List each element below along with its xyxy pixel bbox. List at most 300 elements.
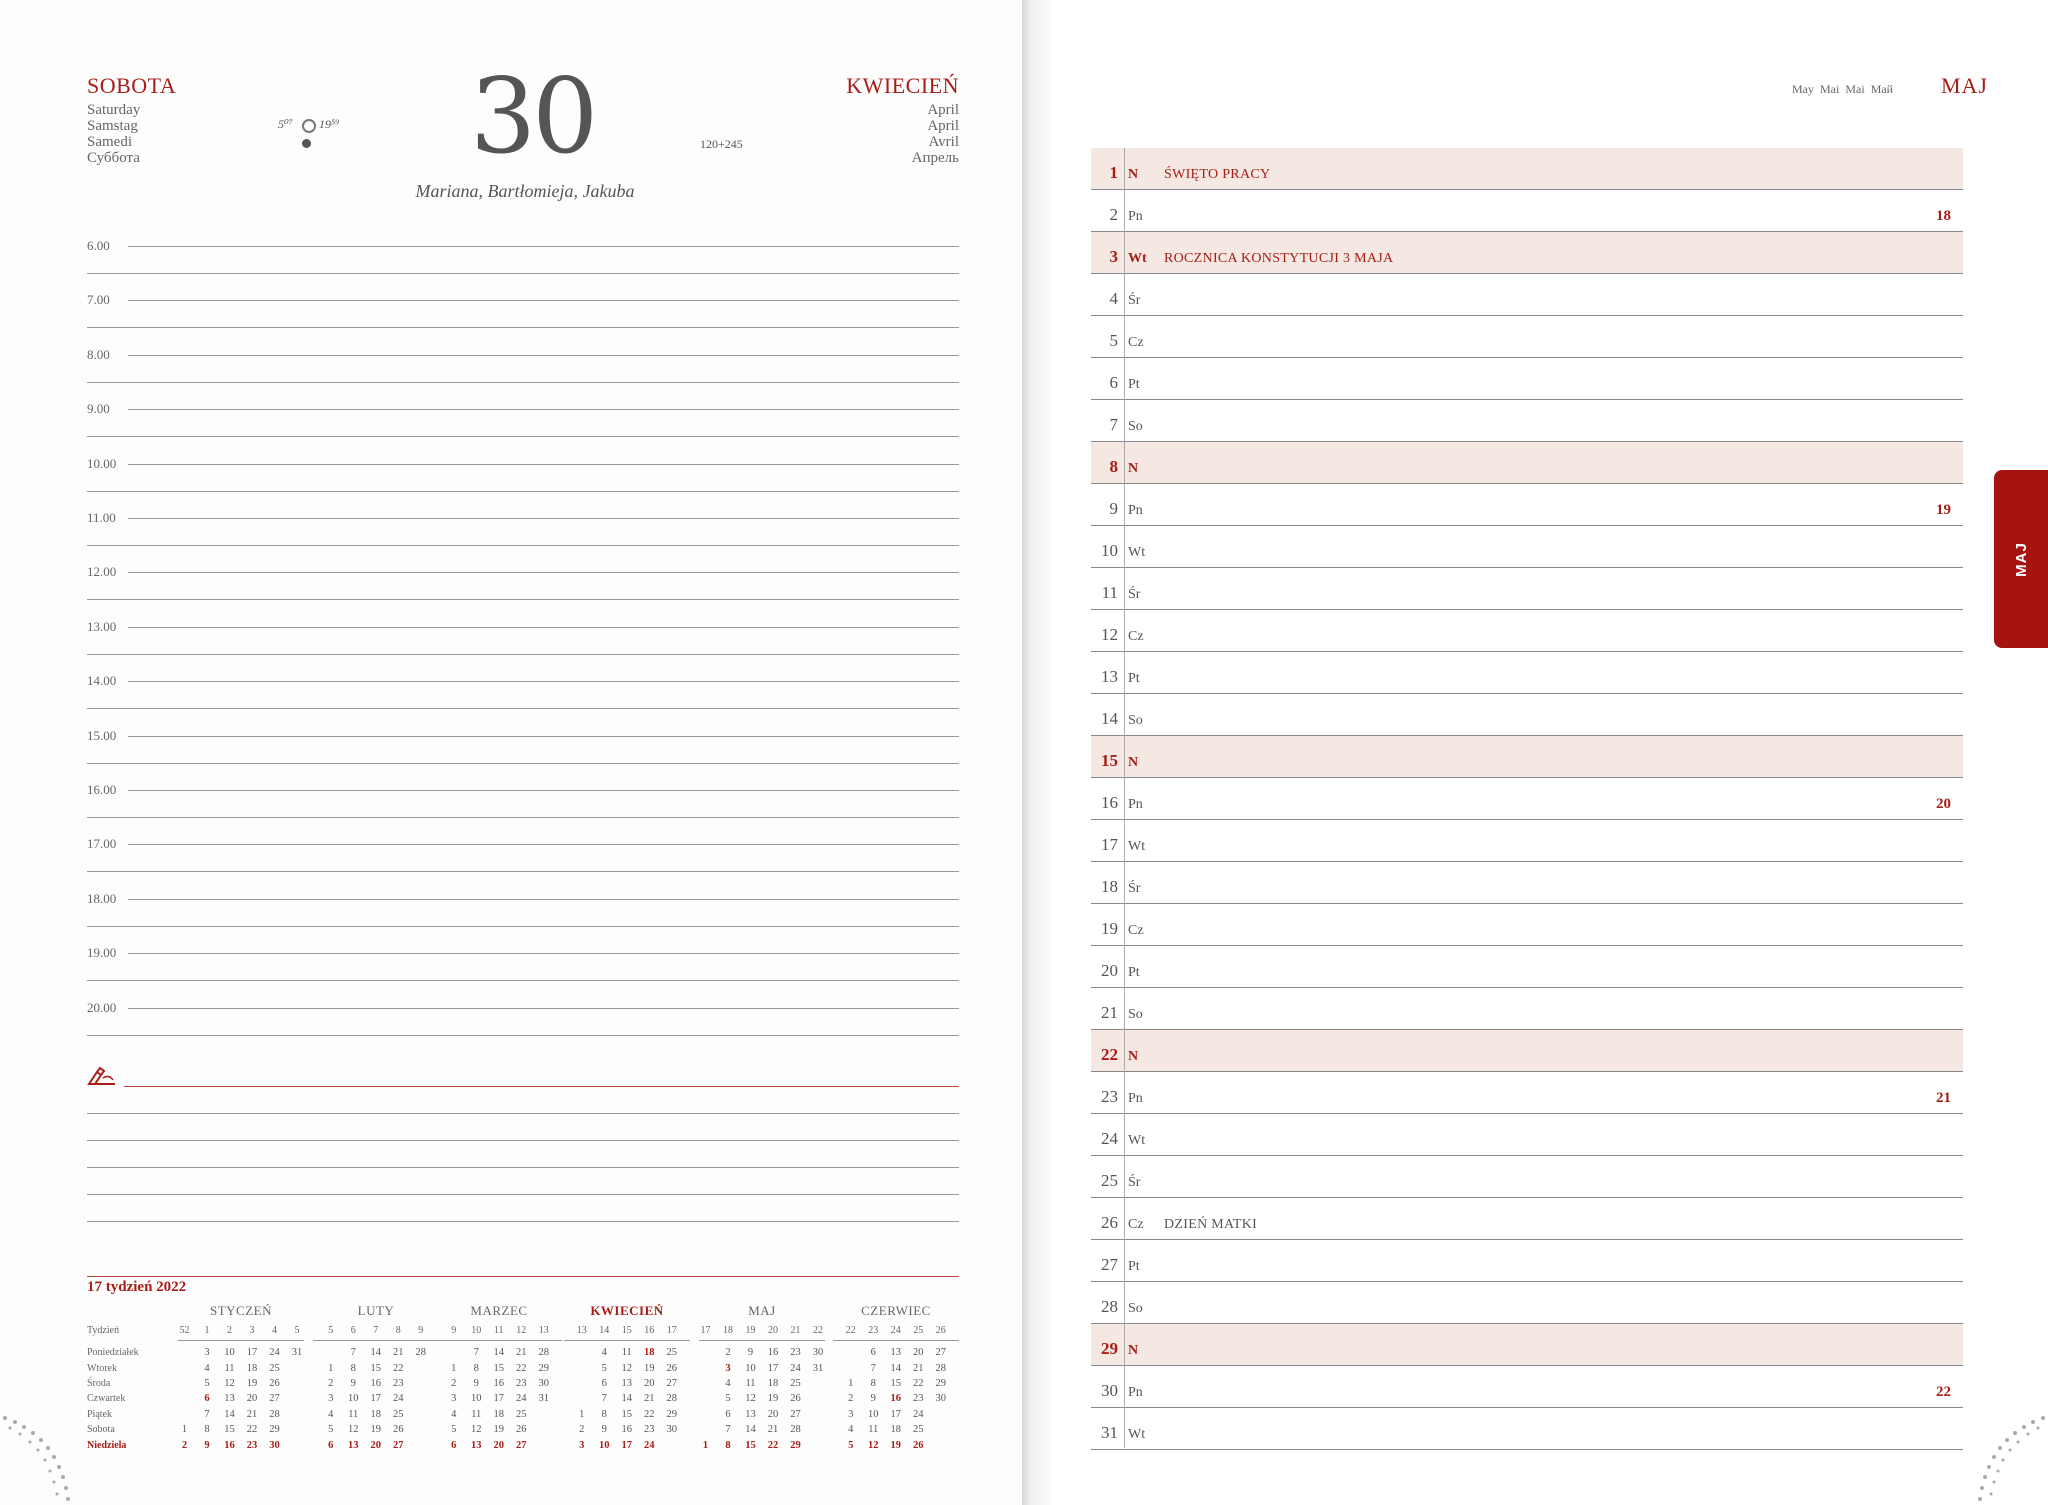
day-number: 25	[1101, 1171, 1118, 1190]
hour-label: 12.00	[87, 564, 117, 580]
day-row	[1091, 358, 1963, 399]
mini-week-number: 5	[328, 1325, 334, 1336]
week-number: 22	[1936, 1384, 1951, 1400]
mini-day: 19	[493, 1424, 504, 1435]
mini-month-name: KWIECIEŃ	[590, 1303, 664, 1318]
day-number: 5	[1109, 331, 1118, 350]
mini-day: 31	[812, 1363, 824, 1374]
moon-phase-icon	[302, 139, 311, 148]
mini-day: 25	[790, 1378, 801, 1389]
half-hour-line	[87, 817, 959, 818]
month-translation: Май	[1870, 82, 1894, 96]
mini-day: 16	[370, 1378, 381, 1389]
mini-day: 19	[370, 1424, 381, 1435]
hour-label: 11.00	[87, 510, 116, 525]
mini-day: 11	[745, 1378, 756, 1389]
mini-day: 26	[790, 1393, 801, 1404]
mini-day: 31	[538, 1393, 549, 1404]
half-hour-line	[87, 871, 959, 872]
week-number: 19	[1936, 502, 1951, 518]
mini-day: 14	[224, 1409, 235, 1420]
holiday-label: DZIEŃ MATKI	[1164, 1217, 1258, 1232]
sunset-time: 19⁵⁹	[319, 117, 340, 131]
mini-day: 25	[393, 1409, 404, 1420]
half-hour-line	[87, 491, 959, 492]
day-row	[1091, 1030, 1963, 1071]
month-translation: Avril	[928, 134, 959, 150]
day-number: 20	[1101, 961, 1118, 980]
right-month-name: MAJ	[1940, 73, 1988, 98]
mini-week-number: 3	[249, 1325, 255, 1336]
mini-day: 13	[745, 1409, 756, 1420]
month-translation: Mai	[1845, 82, 1865, 96]
pen-hand-icon	[87, 1066, 117, 1088]
mini-day: 6	[601, 1378, 607, 1389]
mini-day: 16	[224, 1440, 235, 1451]
half-hour-line	[87, 436, 959, 437]
mini-month-name: STYCZEŃ	[210, 1303, 272, 1318]
mini-day: 22	[644, 1409, 655, 1420]
mini-month-underline	[699, 1340, 825, 1341]
day-row	[1091, 274, 1963, 315]
mini-day: 6	[328, 1440, 334, 1451]
day-number: 28	[1101, 1297, 1118, 1316]
mini-day: 21	[767, 1424, 779, 1435]
month-name: KWIECIEŃ	[846, 73, 959, 98]
mini-day: 9	[204, 1440, 210, 1451]
decorative-dots	[0, 1410, 90, 1505]
mini-day: 5	[601, 1363, 607, 1374]
month-translation: May	[1792, 82, 1814, 96]
mini-week-number: 9	[451, 1325, 457, 1336]
mini-week-number: 1	[204, 1325, 210, 1336]
mini-day: 5	[725, 1393, 731, 1404]
mini-week-number: 23	[868, 1325, 879, 1336]
mini-day: 30	[935, 1393, 946, 1404]
hour-label: 6.00	[87, 238, 110, 253]
mini-week-number: 15	[621, 1325, 632, 1336]
mini-day: 17	[493, 1393, 504, 1404]
mini-day: 14	[493, 1347, 504, 1358]
day-of-week: Pn	[1128, 503, 1143, 518]
mini-month-underline	[436, 1340, 562, 1341]
mini-day: 28	[935, 1363, 946, 1374]
mini-day: 20	[493, 1440, 504, 1451]
day-number: 7	[1109, 415, 1118, 434]
mini-day: 24	[790, 1363, 801, 1374]
hour-line	[128, 1008, 959, 1009]
mini-day: 3	[725, 1363, 731, 1374]
mini-day: 23	[644, 1424, 655, 1435]
mini-day: 16	[890, 1393, 901, 1404]
mini-day: 3	[848, 1409, 854, 1420]
notes-line	[87, 1113, 959, 1114]
mini-day: 17	[246, 1347, 258, 1358]
mini-day: 18	[644, 1347, 655, 1358]
day-number: 21	[1101, 1003, 1118, 1022]
mini-day: 11	[224, 1363, 235, 1374]
mini-day: 5	[328, 1424, 334, 1435]
mini-day: 9	[350, 1378, 356, 1389]
day-number: 3	[1109, 247, 1118, 266]
mini-day: 8	[725, 1440, 731, 1451]
day-translation: Samedi	[87, 134, 132, 150]
mini-day: 21	[913, 1363, 924, 1374]
mini-week-number: 18	[723, 1325, 733, 1336]
hour-label: 7.00	[87, 292, 110, 308]
day-of-week: So	[1128, 1007, 1143, 1022]
hour-label: 9.00	[87, 401, 110, 417]
notes-line	[87, 1221, 959, 1222]
day-of-week: Cz	[1128, 629, 1144, 644]
mini-day: 3	[579, 1440, 585, 1451]
mini-day: 1	[328, 1363, 334, 1374]
book-spine	[1022, 0, 1052, 1505]
mini-day: 26	[393, 1424, 404, 1435]
holiday-label: ROCZNICA KONSTYTUCJI 3 MAJA	[1164, 251, 1394, 266]
mini-day: 5	[451, 1424, 457, 1435]
day-row	[1091, 1408, 1963, 1449]
mini-day: 20	[370, 1440, 381, 1451]
mini-day: 7	[473, 1347, 479, 1358]
mini-day: 1	[702, 1440, 709, 1451]
mini-day: 17	[621, 1440, 632, 1451]
mini-day: 7	[725, 1424, 731, 1435]
hour-line	[128, 627, 959, 628]
mini-day: 21	[246, 1409, 258, 1420]
month-tab-text: MAJ	[2012, 541, 2030, 577]
mini-day: 4	[848, 1424, 854, 1435]
mini-week-number: 24	[890, 1325, 901, 1336]
hour-line	[128, 572, 959, 573]
mini-day: 14	[745, 1424, 756, 1435]
half-hour-line	[87, 980, 959, 981]
mini-row-label: Niedziela	[87, 1440, 127, 1451]
day-number: 18	[1101, 877, 1118, 896]
mini-day: 8	[601, 1409, 607, 1420]
mini-week-number: 8	[395, 1325, 401, 1336]
half-hour-line	[87, 599, 959, 600]
mini-day: 4	[451, 1409, 457, 1420]
mini-day: 26	[269, 1378, 280, 1389]
mini-week-number: 21	[790, 1325, 801, 1336]
mini-week-number: 14	[599, 1325, 610, 1336]
day-of-week: Śr	[1128, 587, 1141, 602]
month-tab-label[interactable]	[1994, 470, 2048, 648]
mini-day: 10	[599, 1440, 610, 1451]
day-of-week: N	[1128, 167, 1139, 182]
mini-week-number: 17	[700, 1325, 711, 1336]
month-translations	[1792, 82, 1899, 97]
mini-day: 21	[393, 1347, 404, 1358]
mini-day: 9	[601, 1424, 607, 1435]
day-of-week: Śr	[1128, 293, 1141, 308]
hour-line	[128, 409, 959, 410]
mini-day: 24	[393, 1393, 404, 1404]
day-row	[1091, 1114, 1963, 1155]
mini-week-number: 7	[373, 1325, 379, 1336]
day-row	[1091, 820, 1963, 861]
day-of-week: N	[1128, 1343, 1139, 1358]
mini-day: 8	[204, 1424, 210, 1435]
mini-day: 15	[745, 1440, 756, 1451]
day-number: 9	[1109, 499, 1118, 518]
mini-day: 23	[516, 1378, 527, 1389]
mini-day: 13	[621, 1378, 632, 1389]
day-number: 13	[1101, 667, 1118, 686]
mini-day: 10	[868, 1409, 879, 1420]
mini-day: 27	[790, 1409, 801, 1420]
hour-label: 18.00	[87, 890, 117, 906]
mini-day: 1	[451, 1363, 457, 1374]
month-translation: April	[927, 102, 959, 118]
mini-day: 17	[890, 1409, 901, 1420]
day-of-week: Wt	[1128, 545, 1146, 560]
mini-day: 26	[516, 1424, 527, 1435]
hour-line	[128, 355, 959, 356]
mini-week-number: 13	[538, 1325, 549, 1336]
mini-week-number: 4	[272, 1325, 277, 1336]
day-of-week: Pn	[1128, 1385, 1143, 1400]
hour-line	[128, 246, 959, 247]
mini-day: 6	[204, 1393, 210, 1404]
day-number: 1	[1109, 163, 1118, 182]
mini-day: 22	[246, 1424, 258, 1435]
mini-week-number: 20	[768, 1325, 778, 1336]
mini-day: 24	[516, 1393, 527, 1404]
hour-line	[128, 790, 959, 791]
half-hour-line	[87, 327, 959, 328]
mini-day: 27	[393, 1440, 404, 1451]
day-number: 17	[1101, 835, 1118, 854]
day-of-week: So	[1128, 713, 1143, 728]
mini-day: 7	[350, 1347, 356, 1358]
hour-line	[128, 736, 959, 737]
mini-day: 28	[538, 1347, 549, 1358]
half-hour-line	[87, 926, 959, 927]
date-number: 30	[470, 55, 595, 177]
mini-month-underline	[313, 1340, 439, 1341]
mini-day: 6	[870, 1347, 876, 1358]
day-row	[1091, 778, 1963, 819]
mini-week-number: 11	[493, 1325, 504, 1336]
mini-day: 29	[666, 1409, 677, 1420]
month-translation: Mai	[1820, 82, 1840, 96]
mini-day: 18	[890, 1424, 901, 1435]
mini-day: 27	[516, 1440, 527, 1451]
day-row	[1091, 526, 1963, 567]
day-of-week: Pt	[1128, 671, 1140, 686]
mini-row-label: Sobota	[87, 1424, 115, 1435]
day-row	[1091, 988, 1963, 1029]
day-row	[1091, 400, 1963, 441]
mini-day: 25	[666, 1347, 677, 1358]
day-of-week: Śr	[1128, 881, 1141, 896]
mini-day: 15	[370, 1363, 381, 1374]
day-row	[1091, 1324, 1963, 1365]
mini-day: 4	[725, 1378, 731, 1389]
mini-day: 18	[767, 1378, 779, 1389]
divider	[87, 1276, 959, 1277]
day-number: 15	[1101, 751, 1118, 770]
day-of-year: 120+245	[700, 137, 743, 151]
hour-label: 17.00	[87, 836, 117, 852]
mini-month-underline	[833, 1340, 959, 1341]
sun-icon	[302, 119, 316, 133]
mini-day: 3	[204, 1347, 210, 1358]
month-translation: Апрель	[911, 150, 959, 166]
column-divider	[1124, 148, 1125, 1448]
mini-day: 5	[204, 1378, 210, 1389]
mini-day: 4	[204, 1363, 210, 1374]
mini-week-number: 13	[576, 1325, 587, 1336]
mini-day: 4	[601, 1347, 607, 1358]
mini-day: 17	[370, 1393, 381, 1404]
mini-day: 5	[848, 1440, 854, 1451]
day-of-week: Pt	[1128, 1259, 1140, 1274]
mini-day: 25	[269, 1363, 280, 1374]
day-number: 10	[1101, 541, 1118, 560]
day-number: 4	[1109, 289, 1118, 308]
mini-week-number: 12	[516, 1325, 527, 1336]
mini-day: 30	[812, 1347, 824, 1358]
mini-day: 11	[348, 1409, 359, 1420]
mini-day: 9	[747, 1347, 754, 1358]
mini-day: 15	[890, 1378, 901, 1389]
mini-day: 2	[451, 1378, 457, 1389]
mini-day: 24	[269, 1347, 280, 1358]
mini-row-label: Poniedziałek	[87, 1347, 139, 1358]
hour-label: 19.00	[87, 945, 117, 961]
hour-line	[128, 844, 959, 845]
day-number: 11	[1101, 583, 1118, 602]
day-row	[1091, 442, 1963, 483]
mini-day: 16	[621, 1424, 632, 1435]
mini-day: 10	[471, 1393, 482, 1404]
mini-day: 28	[415, 1347, 426, 1358]
day-of-week: So	[1128, 419, 1143, 434]
day-number: 29	[1101, 1339, 1118, 1358]
mini-day: 26	[666, 1363, 677, 1374]
half-hour-line	[87, 708, 959, 709]
mini-day: 31	[291, 1347, 303, 1358]
day-number: 19	[1101, 919, 1118, 938]
mini-day: 8	[350, 1363, 356, 1374]
day-translation: Saturday	[87, 102, 141, 118]
mini-day: 14	[370, 1347, 381, 1358]
mini-day: 12	[621, 1363, 632, 1374]
day-row	[1091, 1156, 1963, 1197]
hour-label: 20.00	[87, 999, 117, 1015]
day-of-week: Śr	[1128, 1175, 1141, 1190]
mini-day: 29	[935, 1378, 946, 1389]
mini-day: 26	[913, 1440, 924, 1451]
day-row	[1091, 904, 1963, 945]
mini-day: 17	[767, 1363, 779, 1374]
mini-day: 6	[725, 1409, 731, 1420]
mini-day: 15	[621, 1409, 632, 1420]
mini-day: 18	[493, 1409, 504, 1420]
mini-week-number: 10	[471, 1325, 482, 1336]
mini-day: 30	[538, 1378, 549, 1389]
mini-week-number: 26	[935, 1325, 946, 1336]
day-row	[1091, 316, 1963, 357]
day-row	[1091, 1240, 1963, 1281]
day-row	[1091, 946, 1963, 987]
day-row	[1091, 1282, 1963, 1323]
day-number: 2	[1109, 205, 1118, 224]
mini-day: 9	[473, 1378, 479, 1389]
mini-day: 12	[348, 1424, 359, 1435]
hour-label: 8.00	[87, 346, 110, 362]
day-row	[1091, 1072, 1963, 1113]
notes-line	[87, 1167, 959, 1168]
mini-day: 21	[516, 1347, 527, 1358]
mini-day: 20	[767, 1409, 779, 1420]
mini-day: 22	[393, 1363, 404, 1374]
name-days: Mariana, Bartłomieja, Jakuba	[415, 181, 635, 201]
mini-day: 25	[516, 1409, 527, 1420]
mini-day: 24	[644, 1440, 655, 1451]
day-number: 22	[1101, 1045, 1118, 1064]
mini-week-number: 16	[644, 1325, 655, 1336]
mini-day: 3	[328, 1393, 334, 1404]
mini-day: 23	[393, 1378, 404, 1389]
mini-day: 14	[890, 1363, 901, 1374]
day-row	[1091, 694, 1963, 735]
mini-day: 19	[890, 1440, 901, 1451]
day-row	[1091, 190, 1963, 231]
mini-day: 14	[621, 1393, 632, 1404]
day-row	[1091, 1366, 1963, 1407]
mini-day: 23	[246, 1440, 258, 1451]
mini-day: 22	[913, 1378, 924, 1389]
sunrise-time: 5⁰⁷	[278, 117, 293, 131]
mini-day: 15	[493, 1363, 504, 1374]
day-row	[1091, 568, 1963, 609]
mini-day: 27	[666, 1378, 677, 1389]
hour-line	[128, 681, 959, 682]
mini-month-underline	[564, 1340, 690, 1341]
mini-day: 2	[725, 1347, 731, 1358]
mini-day: 13	[348, 1440, 359, 1451]
mini-day: 8	[473, 1363, 479, 1374]
mini-row-label: Czwartek	[87, 1393, 126, 1404]
week-number: 21	[1936, 1090, 1951, 1106]
mini-day: 6	[451, 1440, 457, 1451]
hour-line	[128, 300, 959, 301]
mini-day: 10	[224, 1347, 235, 1358]
day-of-week: N	[1128, 461, 1139, 476]
day-number: 24	[1101, 1129, 1118, 1148]
mini-week-number: 6	[350, 1325, 356, 1336]
mini-day: 10	[348, 1393, 359, 1404]
day-translation: Samstag	[87, 118, 138, 134]
day-of-week: Cz	[1128, 923, 1144, 938]
mini-day: 30	[666, 1424, 677, 1435]
mini-day: 27	[935, 1347, 946, 1358]
notes-line	[87, 1194, 959, 1195]
day-of-week: Pn	[1128, 209, 1143, 224]
day-row	[1091, 610, 1963, 651]
mini-row-label: Wtorek	[87, 1363, 117, 1374]
mini-day: 18	[246, 1363, 258, 1374]
mini-day: 8	[870, 1378, 876, 1389]
day-name: SOBOTA	[87, 73, 177, 98]
mini-day: 13	[224, 1393, 235, 1404]
day-number: 30	[1101, 1381, 1118, 1400]
day-of-week: N	[1128, 1049, 1139, 1064]
